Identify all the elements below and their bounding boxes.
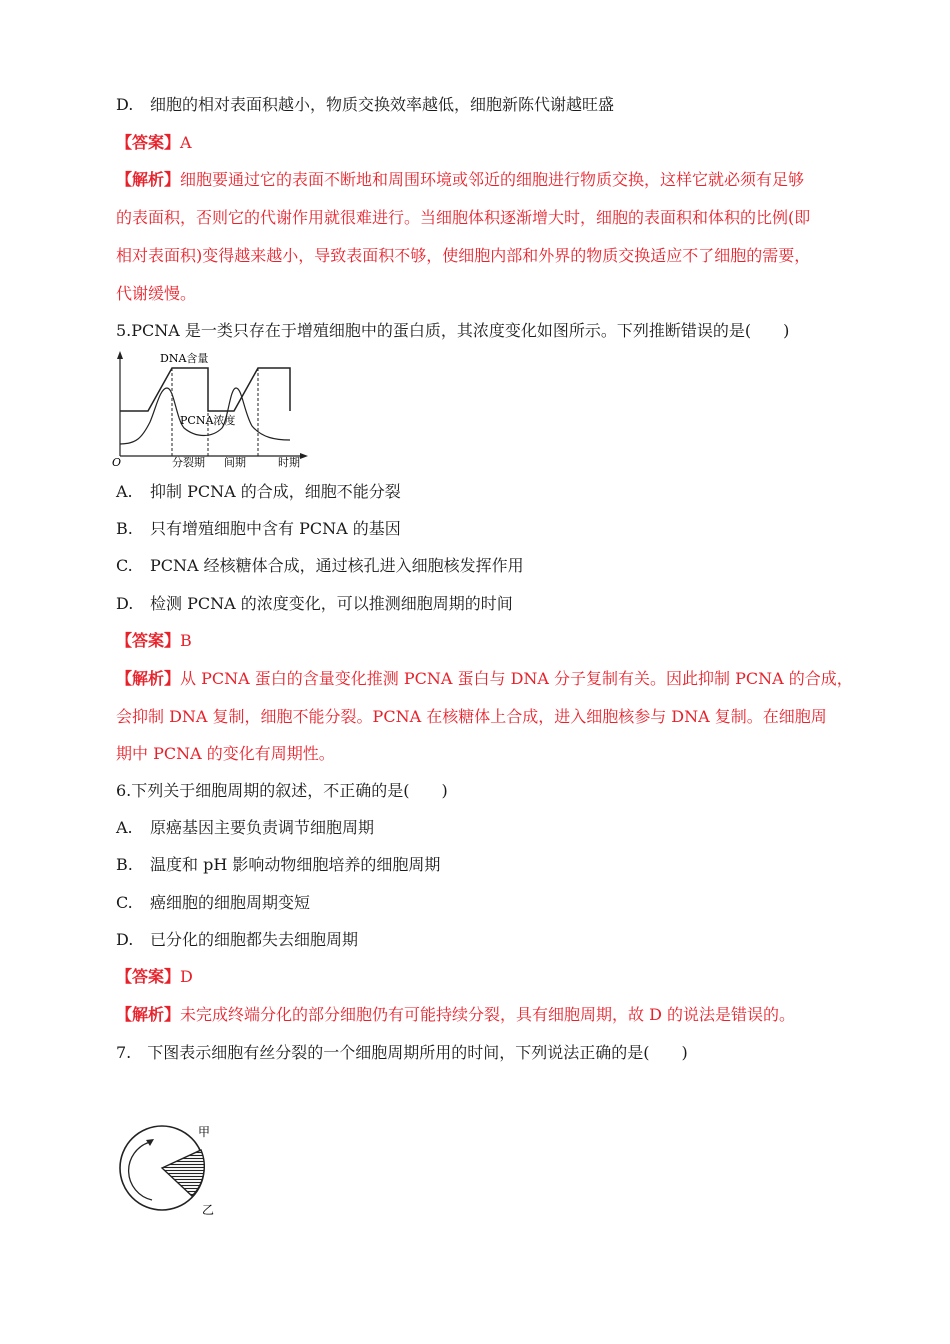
analysis-tag: 【解析】	[116, 170, 181, 189]
q4-option-d	[116, 94, 614, 116]
label-yi: 乙	[202, 1203, 215, 1217]
option-letter: B.	[116, 855, 133, 874]
label-time: 时期	[278, 456, 300, 469]
q4-analysis-line-2: 的表面积，否则它的代谢作用就很难进行。当细胞体积逐渐增大时，细胞的表面积和体积的比例(即	[116, 208, 811, 227]
answer-value: A	[180, 133, 192, 152]
q5-analysis-line-1	[116, 668, 853, 690]
option-letter: D.	[116, 930, 134, 949]
q4-answer	[116, 132, 192, 154]
q6-option-b	[116, 854, 440, 876]
label-interphase: 间期	[224, 456, 246, 469]
option-letter: D.	[116, 594, 134, 613]
analysis-tag: 【解析】	[116, 1005, 181, 1024]
answer-value: D	[180, 967, 193, 986]
q6-option-d	[116, 929, 358, 951]
option-letter: C.	[116, 556, 133, 575]
q6-option-c	[116, 892, 310, 914]
q4-analysis-line-1	[116, 169, 804, 191]
y-axis-arrow-icon	[117, 351, 123, 359]
option-text: PCNA 经核糖体合成，通过核孔进入细胞核发挥作用	[150, 556, 524, 575]
q4-analysis-line-3: 相对表面积)变得越来越小，导致表面积不够，使细胞内部和外界的物质交换适应不了细胞的需要，	[116, 246, 811, 265]
q5-stem: 5.PCNA 是一类只存在于增殖细胞中的蛋白质，其浓度变化如图所示。下列推断错误的是( )	[116, 321, 790, 340]
option-letter: C.	[116, 893, 133, 912]
option-text: 抑制 PCNA 的合成，细胞不能分裂	[150, 482, 401, 501]
option-text: 检测 PCNA 的浓度变化，可以推测细胞周期的时间	[150, 594, 513, 613]
dna-content-curve	[120, 368, 290, 411]
q7-stem: 7. 下图表示细胞有丝分裂的一个细胞周期所用的时间，下列说法正确的是( )	[116, 1043, 688, 1062]
q5-analysis-line-3: 期中 PCNA 的变化有周期性。	[116, 744, 335, 763]
q5-option-d	[116, 593, 513, 615]
option-letter: A.	[116, 818, 133, 837]
q5-analysis-line-2: 会抑制 DNA 复制，细胞不能分裂。PCNA 在核糖体上合成，进入细胞核参与 DNA 复制。在细胞周	[116, 707, 827, 726]
option-letter: D.	[116, 95, 134, 114]
option-text: 原癌基因主要负责调节细胞周期	[150, 818, 375, 837]
option-letter: B.	[116, 519, 133, 538]
q6-answer	[116, 966, 193, 988]
answer-tag: 【答案】	[116, 133, 181, 152]
q5-option-c	[116, 555, 524, 577]
q5-answer	[116, 630, 192, 652]
x-axis-arrow-icon	[300, 453, 308, 459]
q7-figure-cell-cycle-circle	[110, 1118, 226, 1218]
label-jia: 甲	[198, 1125, 211, 1139]
division-phase-sector	[162, 1150, 204, 1196]
option-text: 已分化的细胞都失去细胞周期	[150, 930, 359, 949]
option-letter: A.	[116, 482, 133, 501]
answer-value: B	[180, 631, 192, 650]
label-division: 分裂期	[172, 456, 205, 469]
option-text: 癌细胞的细胞周期变短	[150, 893, 311, 912]
option-text: 温度和 pH 影响动物细胞培养的细胞周期	[150, 855, 441, 874]
label-origin: O	[112, 456, 122, 469]
answer-tag: 【答案】	[116, 967, 181, 986]
analysis-text: 未完成终端分化的部分细胞仍有可能持续分裂，具有细胞周期，故 D 的说法是错误的。	[180, 1005, 796, 1024]
option-text: 细胞的相对表面积越小，物质交换效率越低，细胞新陈代谢越旺盛	[150, 95, 615, 114]
analysis-text: 细胞要通过它的表面不断地和周围环境或邻近的细胞进行物质交换，这样它就必须有足够	[180, 170, 805, 189]
q6-analysis-line-1	[116, 1004, 795, 1026]
option-text: 只有增殖细胞中含有 PCNA 的基因	[150, 519, 401, 538]
q6-option-a	[116, 817, 374, 839]
q5-figure-dna-pcna-graph	[112, 348, 312, 472]
label-pcna: PCNA浓度	[180, 414, 236, 427]
q5-option-b	[116, 518, 401, 540]
analysis-text: 从 PCNA 蛋白的含量变化推测 PCNA 蛋白与 DNA 分子复制有关。因此抑制 PCNA 的合成，	[180, 669, 853, 688]
label-dna: DNA含量	[160, 352, 209, 365]
q4-analysis-line-4: 代谢缓慢。	[116, 284, 197, 303]
q5-option-a	[116, 481, 401, 503]
answer-tag: 【答案】	[116, 631, 181, 650]
q6-stem: 6.下列关于细胞周期的叙述，不正确的是( )	[116, 781, 448, 800]
direction-arc	[129, 1142, 152, 1200]
analysis-tag: 【解析】	[116, 669, 181, 688]
